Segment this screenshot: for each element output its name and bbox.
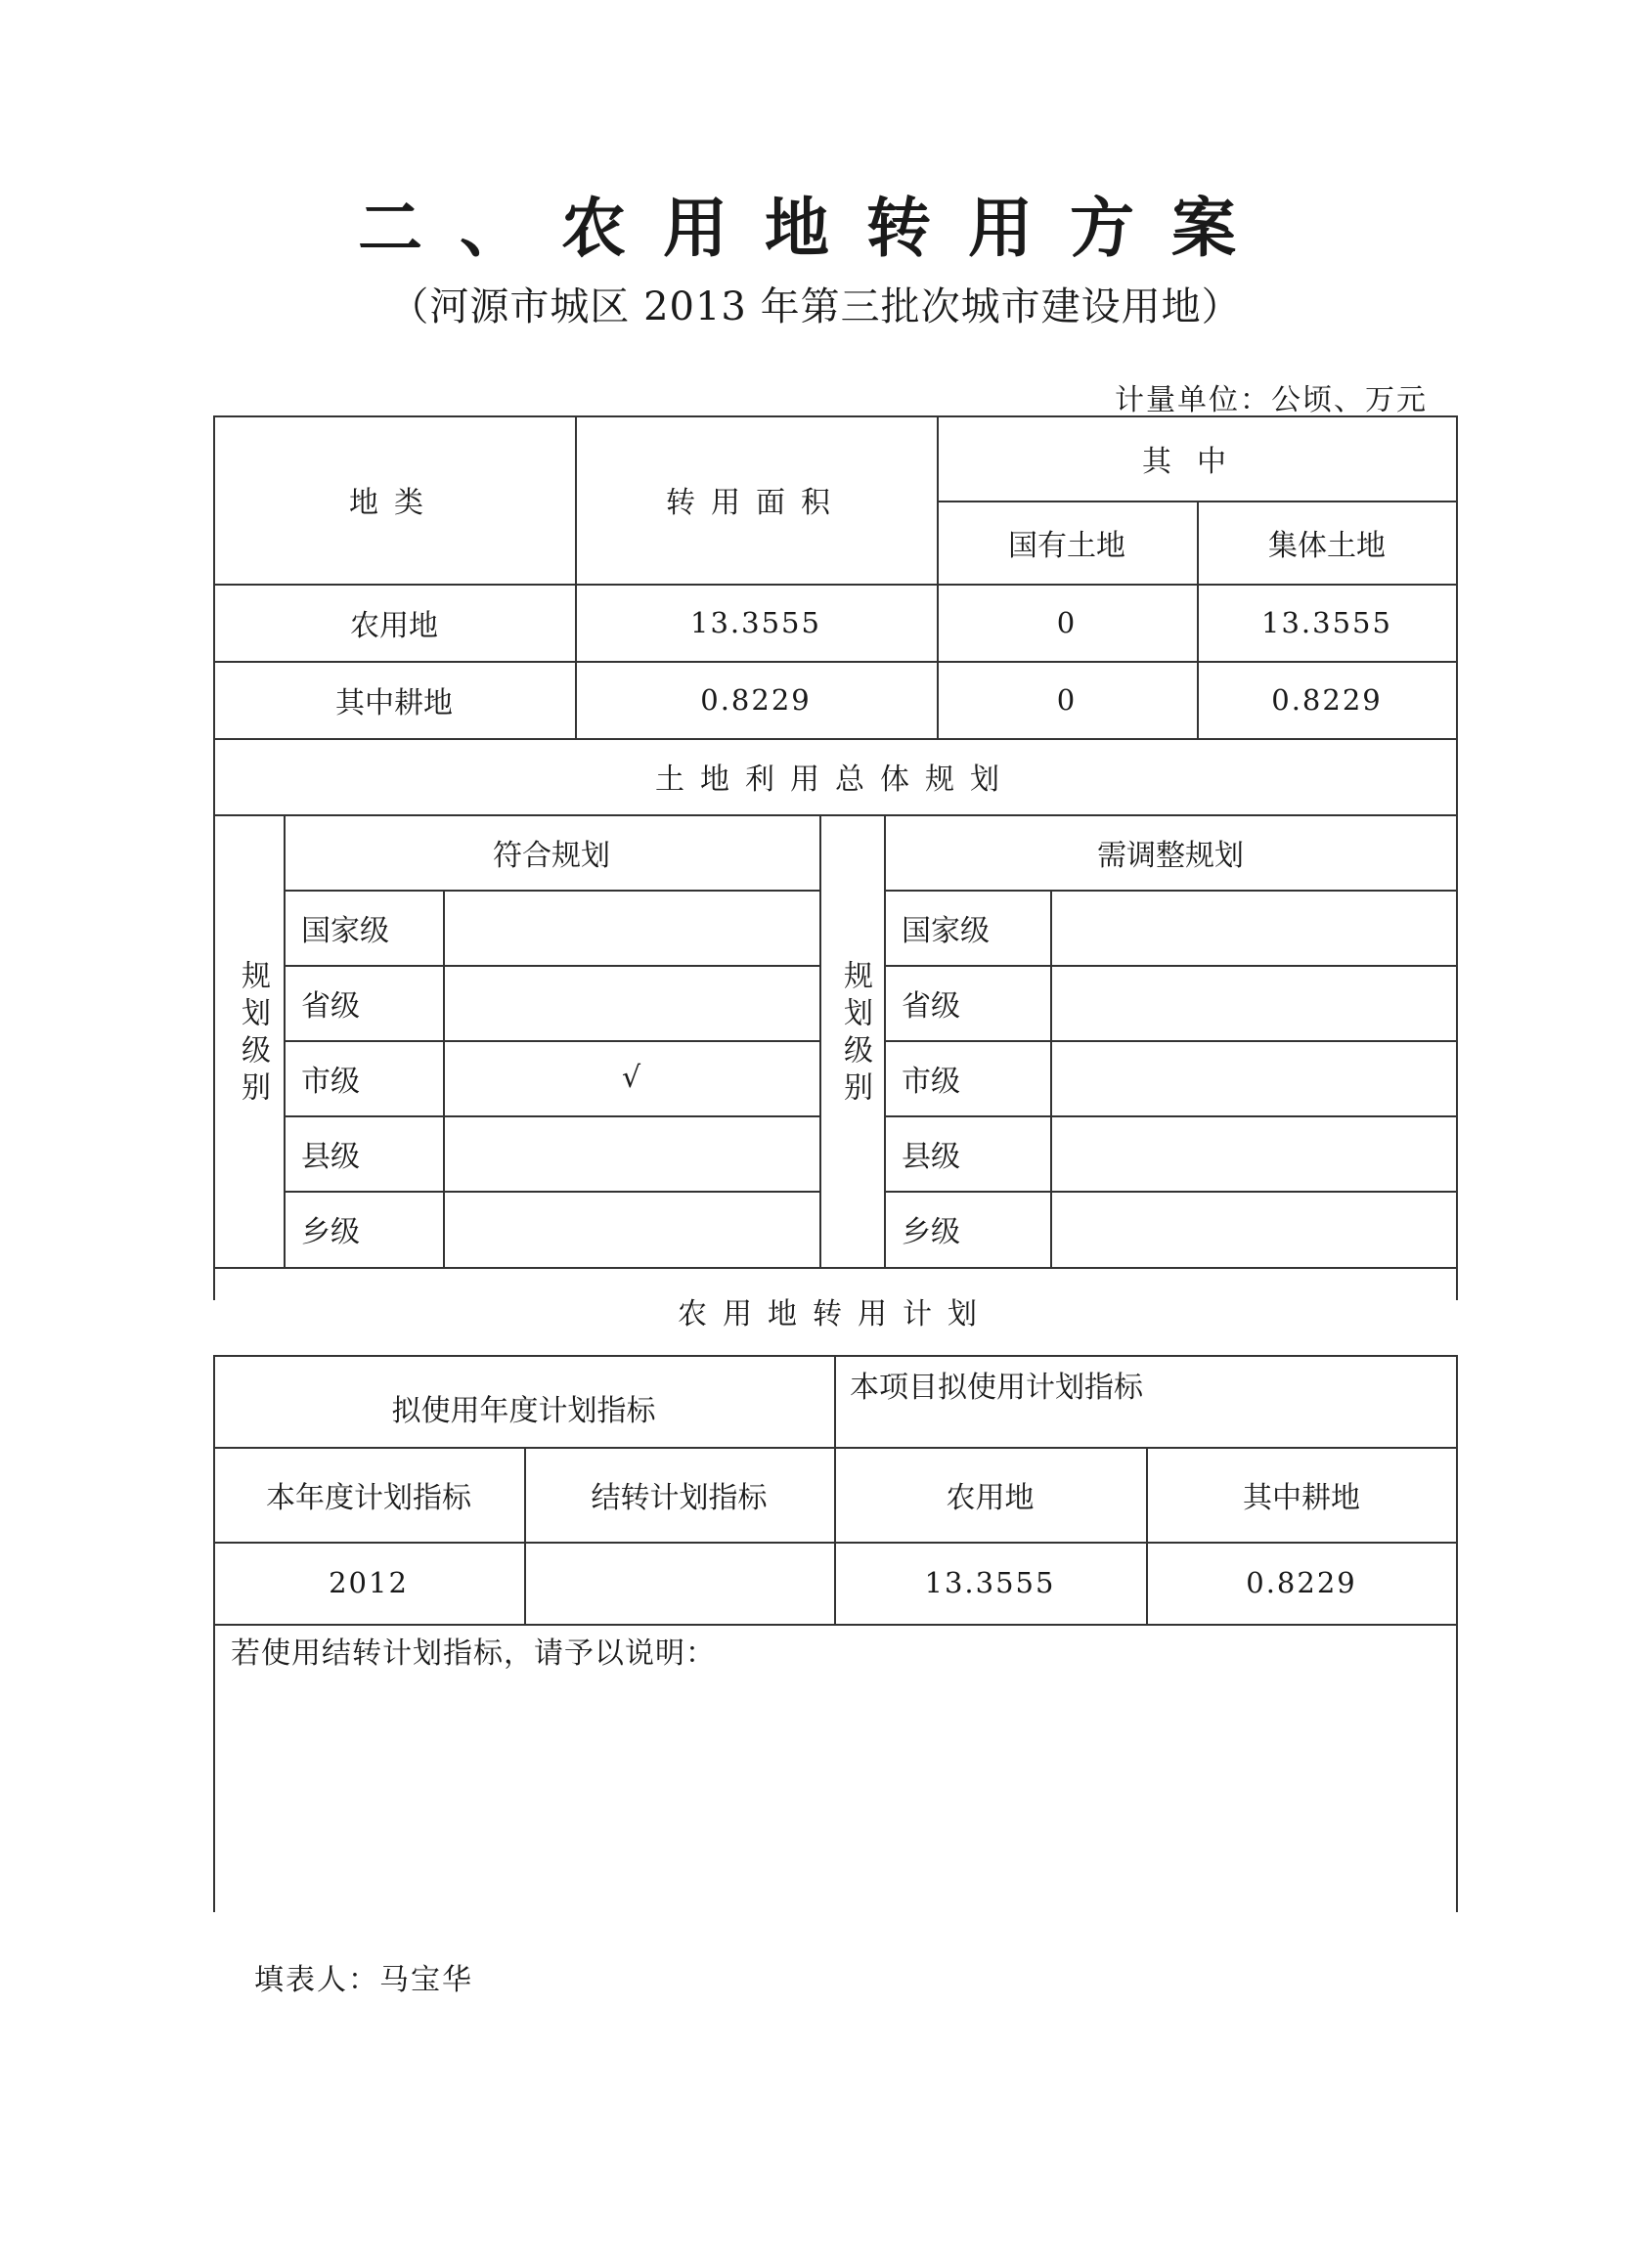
planning-level-label-left: 规划级别 [236,960,270,1109]
left-level-municipal: 市级 [301,1064,360,1099]
left-mark-municipal: √ [621,1061,641,1095]
col-farmland: 农用地 [946,1480,1035,1515]
right-level-township: 乡级 [902,1215,960,1249]
right-level-national: 国家级 [902,913,990,948]
conversion-plan-section-title: 农用地转用计划 [678,1297,992,1331]
value-current-year: 2012 [329,1566,409,1599]
row-state-cultivated: 0 [1056,682,1078,717]
adjust-planning-header: 需调整规划 [1097,838,1244,873]
left-level-township: 乡级 [301,1215,360,1249]
row-area-farmland: 13.3555 [690,605,821,639]
right-level-municipal: 市级 [902,1064,960,1099]
value-cultivated: 0.8229 [1246,1566,1357,1599]
header-converted-area: 转用面积 [666,486,846,520]
unit-label: 计量单位：公顷、万元 [1115,383,1428,417]
form-filler [254,1955,473,1998]
right-mark-provincial [1050,965,1457,1040]
page-subtitle: （河源市城区 2013 年第三批次城市建设用地） [389,284,1242,329]
header-collective-land: 集体土地 [1268,528,1386,563]
planning-section-title: 土地利用总体规划 [655,763,1015,797]
left-mark-township [443,1191,819,1267]
carryover-note-label: 若使用结转计划指标，请予以说明： [231,1636,716,1671]
col-current-year-quota: 本年度计划指标 [266,1480,471,1515]
right-mark-national [1050,890,1457,965]
col-cultivated: 其中耕地 [1243,1480,1360,1515]
row-collective-farmland: 13.3555 [1261,605,1392,639]
row-state-farmland: 0 [1056,605,1078,639]
header-land-type: 地类 [349,486,439,520]
annual-quota-header: 拟使用年度计划指标 [391,1394,656,1428]
header-of-which: 其中 [1142,444,1252,479]
left-level-national: 国家级 [301,913,389,948]
right-mark-county [1050,1115,1457,1191]
right-mark-municipal [1050,1040,1457,1115]
right-level-provincial: 省级 [902,988,960,1024]
filler-label: 填表人： [254,1963,379,1997]
right-mark-township [1050,1191,1457,1267]
value-carryover [524,1542,834,1624]
row-type-cultivated: 其中耕地 [335,685,453,720]
row-collective-cultivated: 0.8229 [1271,682,1383,717]
header-state-owned-land: 国有土地 [1008,528,1125,563]
planning-level-label-right: 规划级别 [838,960,872,1109]
left-level-provincial: 省级 [301,988,360,1024]
row-area-cultivated: 0.8229 [700,682,812,717]
filler-name: 马宝华 [379,1963,473,1997]
left-mark-national [443,890,819,965]
left-level-county: 县级 [301,1139,360,1174]
left-mark-provincial [443,965,819,1040]
row-type-farmland: 农用地 [350,608,438,643]
right-level-county: 县级 [902,1139,960,1174]
compliant-planning-header: 符合规划 [493,838,610,873]
left-mark-county [443,1115,819,1191]
col-carryover-quota: 结转计划指标 [591,1480,768,1515]
page-title: 二、农用地转用方案 [358,190,1273,266]
value-farmland: 13.3555 [924,1566,1056,1599]
project-quota-header: 本项目拟使用计划指标 [850,1371,1143,1405]
